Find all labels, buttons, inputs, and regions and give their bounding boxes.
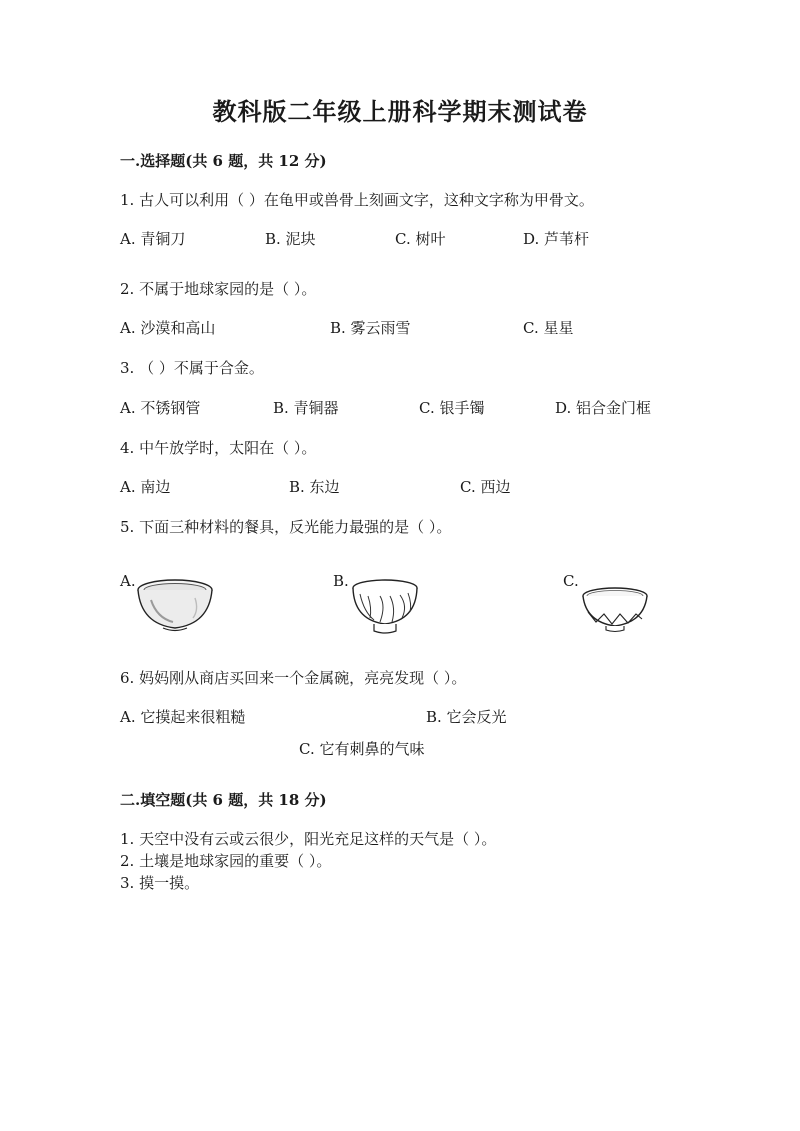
option-c: C. — [563, 572, 579, 590]
option-a: A. — [120, 572, 136, 590]
option-c: C. 银手镯 — [419, 399, 485, 417]
option-b: B. 它会反光 — [426, 708, 507, 726]
page-title: 教科版二年级上册科学期末测试卷 — [212, 97, 588, 126]
option-b: B. 青铜器 — [273, 399, 339, 417]
option-b: B. 东边 — [289, 478, 340, 496]
question-stem: 5. 下面三种材料的餐具，反光能力最强的是（ ）。 — [120, 518, 452, 536]
option-b: B. 泥块 — [265, 230, 316, 248]
option-d: D. 芦苇杆 — [523, 230, 590, 248]
wood-bowl-icon — [350, 578, 420, 636]
question-stem: 1. 古人可以利用（ ）在龟甲或兽骨上刻画文字，这种文字称为甲骨文。 — [120, 191, 594, 209]
option-c: C. 西边 — [460, 478, 511, 496]
question-stem: 2. 不属于地球家园的是（ ）。 — [120, 280, 317, 298]
question-stem: 6. 妈妈刚从商店买回来一个金属碗，亮亮发现（ ）。 — [120, 669, 467, 687]
option-b: B. 雾云雨雪 — [330, 319, 411, 337]
question-stem: 3. 摸一摸。 — [120, 874, 200, 892]
ceramic-bowl-icon — [580, 586, 650, 634]
option-b: B. — [333, 572, 349, 590]
question-stem: 3. （ ）不属于合金。 — [120, 359, 264, 377]
section-heading-fill-in: 二.填空题(共 6 题，共 18 分) — [120, 791, 327, 809]
section-heading-choice: 一.选择题(共 6 题，共 12 分) — [120, 152, 327, 170]
question-stem: 2. 土壤是地球家园的重要（ ）。 — [120, 852, 332, 870]
option-a: A. 南边 — [120, 478, 171, 496]
option-c: C. 星星 — [523, 319, 574, 337]
option-c: C. 它有刺鼻的气味 — [299, 740, 425, 758]
metal-bowl-icon — [135, 578, 215, 634]
option-a: A. 沙漠和高山 — [120, 319, 216, 337]
option-c: C. 树叶 — [395, 230, 446, 248]
option-d: D. 铝合金门框 — [555, 399, 652, 417]
option-a: A. 不锈钢管 — [120, 399, 201, 417]
option-a: A. 它摸起来很粗糙 — [120, 708, 246, 726]
option-a: A. 青铜刀 — [120, 230, 186, 248]
question-stem: 1. 天空中没有云或云很少，阳光充足这样的天气是（ ）。 — [120, 830, 497, 848]
question-stem: 4. 中午放学时，太阳在（ ）。 — [120, 439, 317, 457]
